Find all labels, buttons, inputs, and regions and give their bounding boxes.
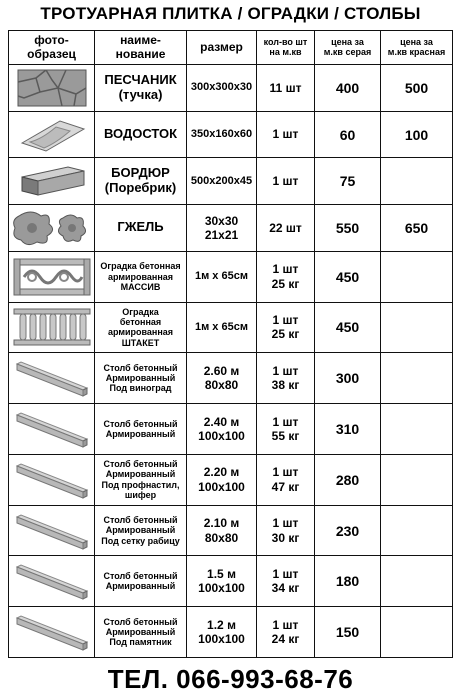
product-photo	[9, 251, 95, 302]
table-row	[9, 454, 453, 505]
product-size: 1.2 м 100x100	[187, 607, 257, 658]
table-row	[9, 65, 453, 112]
paving-tile-icon	[9, 68, 94, 108]
price-red: 650	[381, 205, 453, 252]
price-red	[381, 353, 453, 404]
product-name: ГЖЕЛЬ	[95, 205, 187, 252]
product-photo	[9, 607, 95, 658]
product-photo	[9, 111, 95, 158]
gzhel-tile-icon	[9, 208, 94, 248]
header-name: наиме- нование	[95, 31, 187, 65]
concrete-post-icon	[9, 358, 94, 398]
table-row	[9, 205, 453, 252]
fence-shtaket-icon	[9, 305, 94, 349]
price-gray: 310	[315, 404, 381, 455]
product-qty: 1 шт	[257, 158, 315, 205]
concrete-post-icon	[9, 511, 94, 551]
product-photo	[9, 505, 95, 556]
product-size: 2.60 м 80x80	[187, 353, 257, 404]
product-name: Столб бетонный Армированный Под сетку рабицу	[95, 505, 187, 556]
price-gray: 230	[315, 505, 381, 556]
price-red	[381, 505, 453, 556]
header-qty: кол-во шт на м.кв	[257, 31, 315, 65]
product-name: ВОДОСТОК	[95, 111, 187, 158]
price-red	[381, 302, 453, 353]
price-red	[381, 251, 453, 302]
price-gray: 60	[315, 111, 381, 158]
product-qty: 1 шт 30 кг	[257, 505, 315, 556]
price-red: 500	[381, 65, 453, 112]
price-gray: 550	[315, 205, 381, 252]
product-name: Оградка бетонная армированная ШТАКЕТ	[95, 302, 187, 353]
product-size: 1.5 м 100x100	[187, 556, 257, 607]
table-row	[9, 251, 453, 302]
product-size: 2.10 м 80x80	[187, 505, 257, 556]
table-row	[9, 353, 453, 404]
concrete-post-icon	[9, 612, 94, 652]
price-red	[381, 158, 453, 205]
product-photo	[9, 353, 95, 404]
price-red	[381, 404, 453, 455]
product-qty: 1 шт 25 кг	[257, 251, 315, 302]
product-photo	[9, 454, 95, 505]
product-size: 1м х 65см	[187, 302, 257, 353]
price-gray: 150	[315, 607, 381, 658]
product-size: 300x300x30	[187, 65, 257, 112]
price-gray: 280	[315, 454, 381, 505]
product-qty: 22 шт	[257, 205, 315, 252]
table-row	[9, 302, 453, 353]
price-red	[381, 607, 453, 658]
table-row	[9, 556, 453, 607]
concrete-post-icon	[9, 460, 94, 500]
page-title: ТРОТУАРНАЯ ПЛИТКА / ОГРАДКИ / СТОЛБЫ	[40, 4, 421, 23]
curb-icon	[9, 161, 94, 201]
table-row	[9, 404, 453, 455]
table-row	[9, 158, 453, 205]
product-qty: 1 шт 47 кг	[257, 454, 315, 505]
product-name: ПЕСЧАНИК (тучка)	[95, 65, 187, 112]
price-gray: 400	[315, 65, 381, 112]
price-red	[381, 454, 453, 505]
concrete-post-icon	[9, 561, 94, 601]
fence-massive-icon	[9, 255, 94, 299]
price-red	[381, 556, 453, 607]
price-gray: 450	[315, 302, 381, 353]
product-qty: 1 шт 24 кг	[257, 607, 315, 658]
product-photo	[9, 556, 95, 607]
product-qty: 1 шт 25 кг	[257, 302, 315, 353]
product-size: 1м х 65см	[187, 251, 257, 302]
header-price-gray: цена за м.кв серая	[315, 31, 381, 65]
price-red: 100	[381, 111, 453, 158]
product-name: Столб бетонный Армированный Под виноград	[95, 353, 187, 404]
product-photo	[9, 65, 95, 112]
product-photo	[9, 205, 95, 252]
gutter-icon	[9, 115, 94, 155]
product-photo	[9, 158, 95, 205]
table-row	[9, 505, 453, 556]
product-name: БОРДЮР (Поребрик)	[95, 158, 187, 205]
product-photo	[9, 302, 95, 353]
product-qty: 1 шт	[257, 111, 315, 158]
product-qty: 11 шт	[257, 65, 315, 112]
price-gray: 300	[315, 353, 381, 404]
product-name: Столб бетонный Армированный	[95, 556, 187, 607]
header-price-red: цена за м.кв красная	[381, 31, 453, 65]
header-photo: фото- образец	[9, 31, 95, 65]
product-photo	[9, 404, 95, 455]
product-size: 500x200x45	[187, 158, 257, 205]
product-qty: 1 шт 38 кг	[257, 353, 315, 404]
product-size: 30x30 21x21	[187, 205, 257, 252]
table-header-row	[9, 31, 453, 65]
table-row	[9, 111, 453, 158]
product-size: 350x160x60	[187, 111, 257, 158]
product-name: Столб бетонный Армированный	[95, 404, 187, 455]
header-size: размер	[187, 31, 257, 65]
product-size: 2.40 м 100x100	[187, 404, 257, 455]
product-name: Столб бетонный Армированный Под памятник	[95, 607, 187, 658]
product-name: Столб бетонный Армированный Под профнастил, шифер	[95, 454, 187, 505]
phone-number: ТЕЛ. 066-993-68-76	[107, 664, 354, 694]
product-size: 2.20 м 100x100	[187, 454, 257, 505]
product-qty: 1 шт 34 кг	[257, 556, 315, 607]
product-qty: 1 шт 55 кг	[257, 404, 315, 455]
price-gray: 75	[315, 158, 381, 205]
product-name: Оградка бетонная армированная МАССИВ	[95, 251, 187, 302]
price-table	[8, 30, 453, 658]
concrete-post-icon	[9, 409, 94, 449]
price-gray: 180	[315, 556, 381, 607]
table-row	[9, 607, 453, 658]
price-gray: 450	[315, 251, 381, 302]
